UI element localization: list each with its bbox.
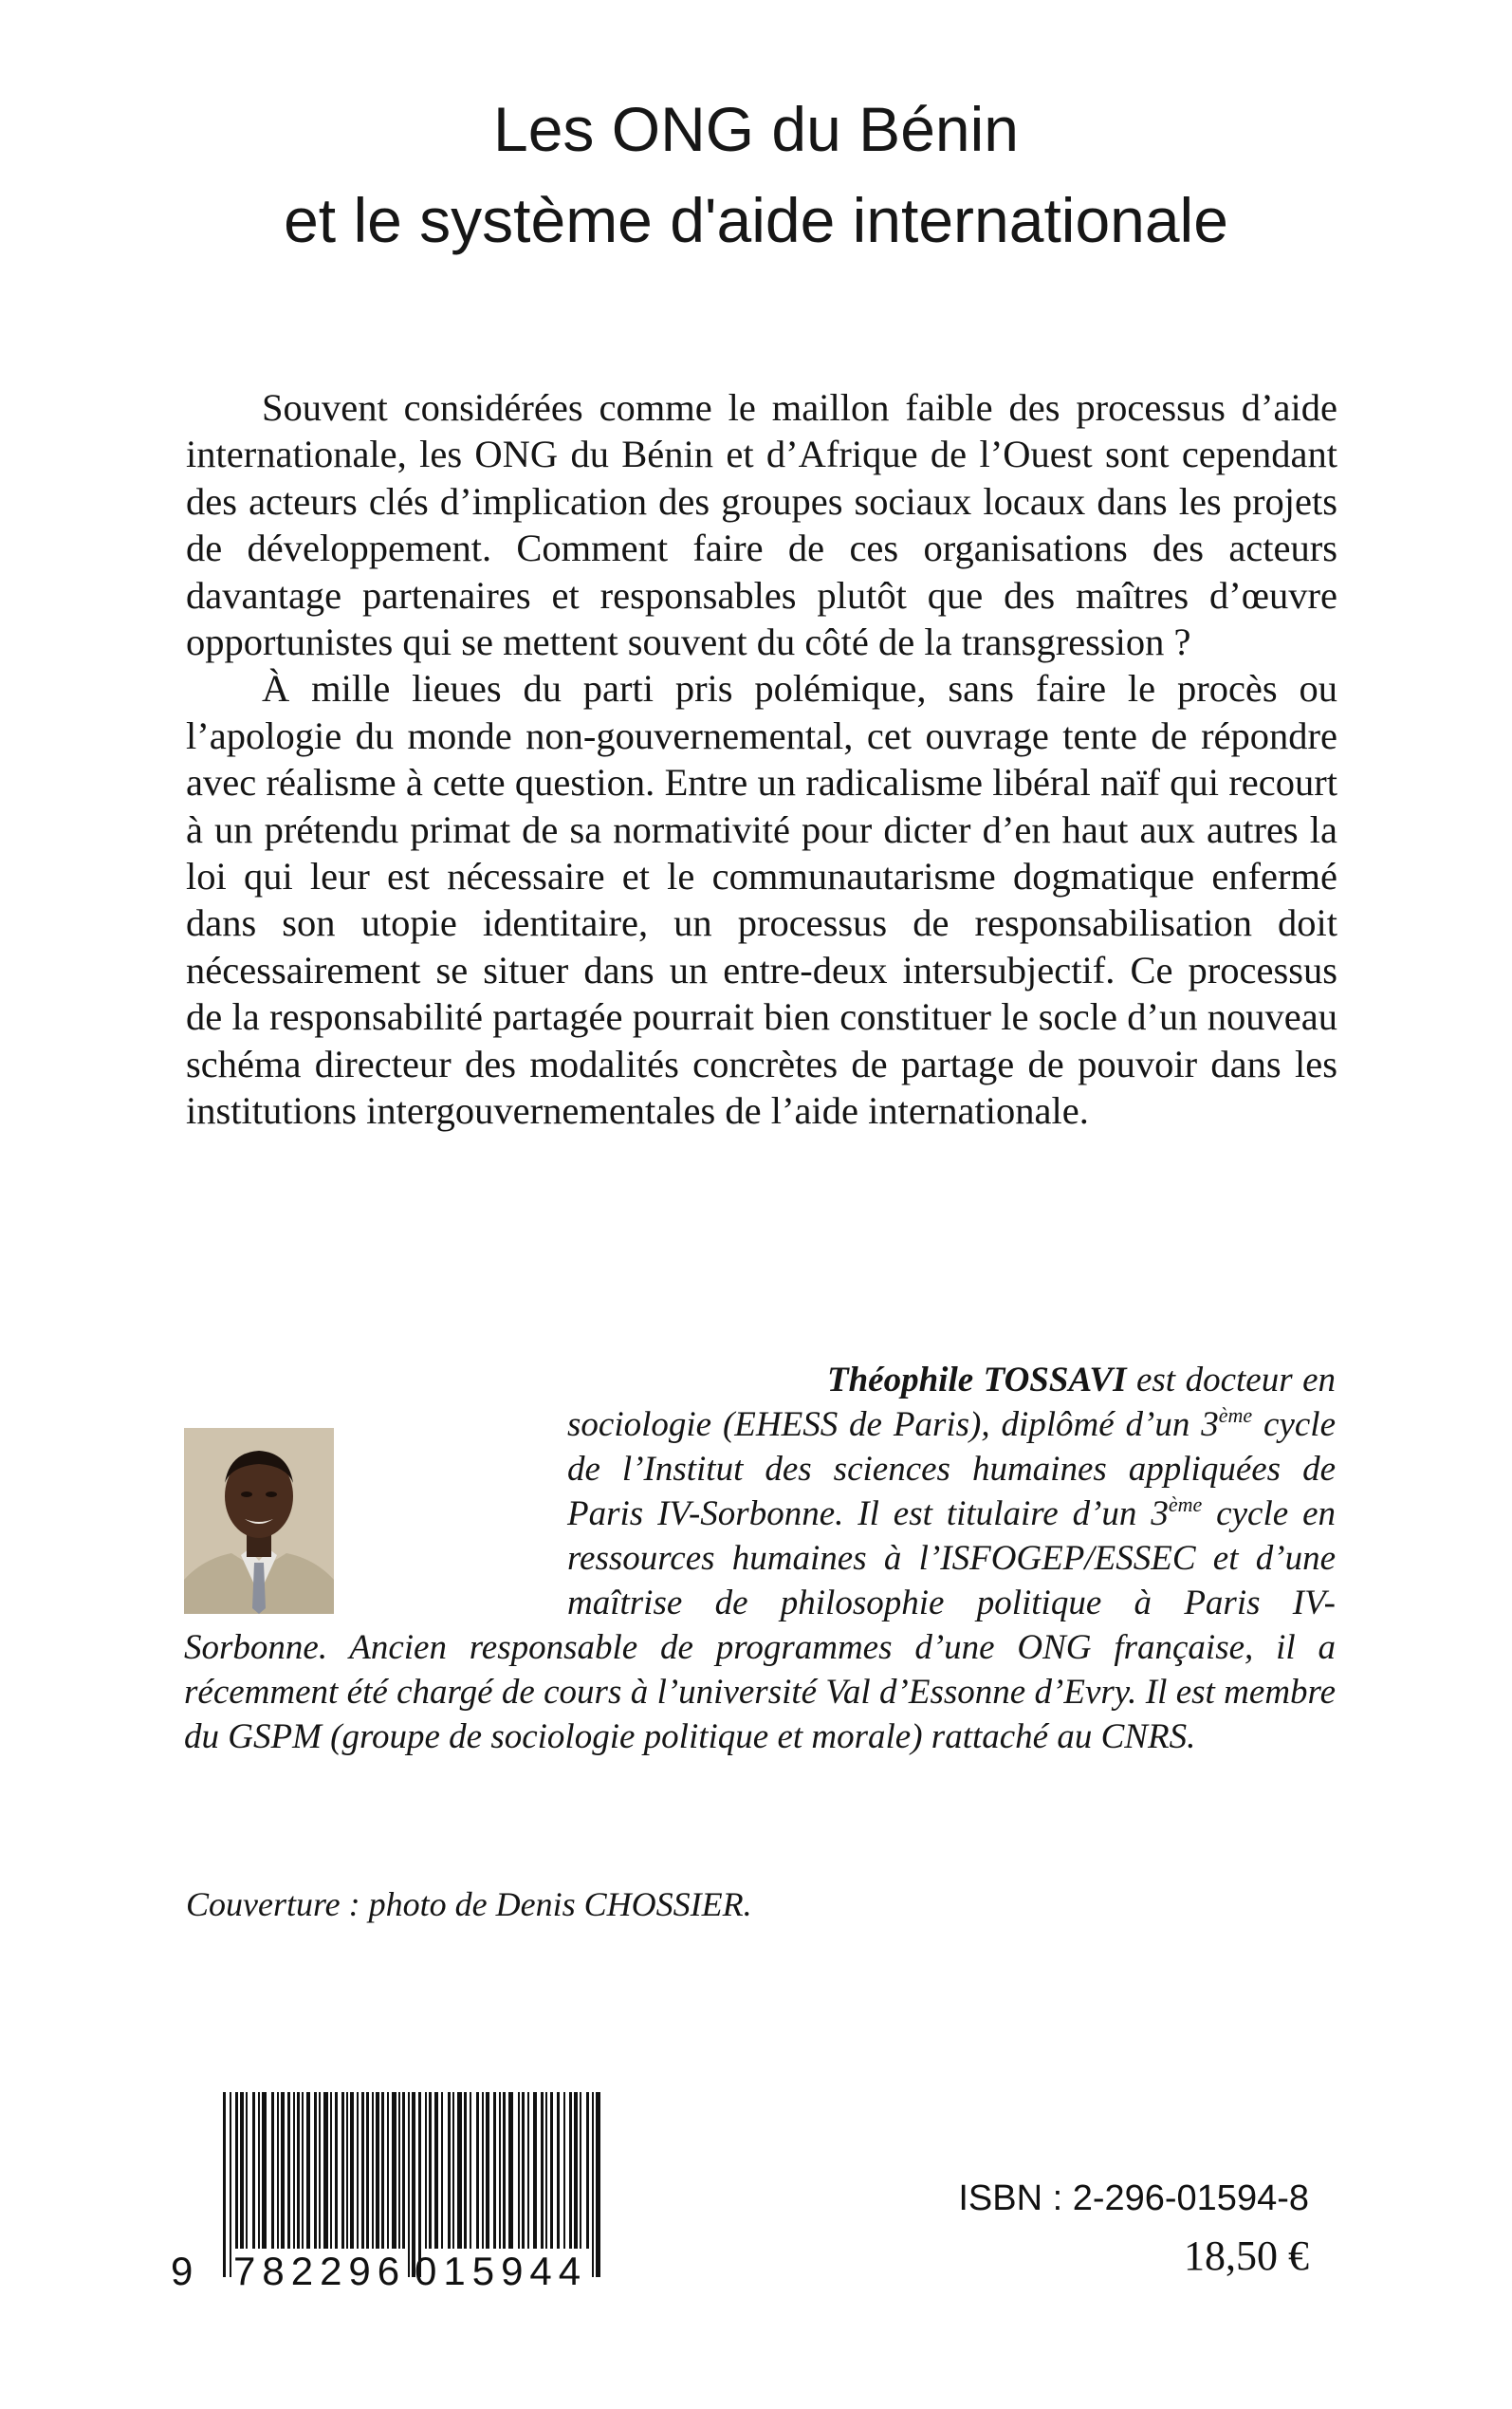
summary-paragraph-2: À mille lieues du parti pris polémique, sans faire le procès ou l’apologie du monde non-gouvernemental, cet ouvrage tente de répondre avec réalisme à cette question. Entre un radicalisme libéral naïf qui recourt à un prétendu primat de sa normativité pour dicter d’en haut aux autres la loi qui leur est nécessaire et le communautarisme dogmatique enfermé dans son utopie identitaire, un processus de responsabilisation doit nécessairement se situer dans un entre-deux intersubjectif. Ce processus de la responsabilité partagée pourrait bien constituer le socle d’un nouveau schéma directeur des modalités concrètes de partage de pouvoir dans les institutions intergouvernementales de l’aide internationale. xyxy=(186,667,1337,1133)
author-bio-part-3: cycle en ressources humaines à l’ISFOGEP/ESSEC et d’une maîtrise de philosophie politique à Paris IV-Sorbonne. Ancien responsable de programmes d’une ONG française, il a récemment été chargé de cours à l’université Val d’Essonne d’Evry. Il est membre du GSPM (groupe de sociologie politique et morale) rattaché au CNRS. xyxy=(184,1494,1336,1756)
author-biography xyxy=(184,1358,1336,1759)
author-bio-part-1: est docteur en sociologie (EHESS de Paris), diplômé d’un 3 xyxy=(567,1361,1337,1444)
barcode-bar xyxy=(557,2092,560,2249)
book-price: 18,50 € xyxy=(1184,2233,1309,2279)
barcode-bar xyxy=(350,2092,354,2249)
barcode-bar xyxy=(262,2092,267,2249)
summary-paragraph-1: Souvent considérées comme le maillon faible des processus d’aide internationale, les ONG du Bénin et d’Afrique de l’Ouest sont cependant des acteurs clés d’implication des groupes sociaux locaux dans les projets de développement. Comment faire de ces organisations des acteurs davantage partenaires et responsables plutôt que des maîtres d’œuvre opportunistes qui se mettent souvent du côté de la transgression ? xyxy=(186,386,1337,664)
barcode-bar xyxy=(277,2092,279,2249)
barcode-bar xyxy=(281,2092,285,2249)
barcode-bar xyxy=(457,2092,462,2249)
barcode-bar xyxy=(223,2092,226,2277)
barcode-bar xyxy=(287,2092,290,2249)
barcode-bar xyxy=(518,2092,520,2249)
barcode-bar xyxy=(476,2092,479,2249)
barcode-bar xyxy=(293,2092,295,2249)
barcode-bar xyxy=(429,2092,432,2249)
barcode-bar xyxy=(563,2092,565,2249)
barcode-digits-left: 782296 xyxy=(233,2249,407,2293)
barcode-bar xyxy=(493,2092,496,2249)
barcode-bar xyxy=(425,2092,427,2249)
isbn-number: ISBN : 2-296-01594-8 xyxy=(958,2178,1309,2218)
barcode-bar xyxy=(366,2092,369,2249)
barcode-bar xyxy=(341,2092,344,2249)
barcode-bar xyxy=(335,2092,338,2249)
barcode-bar xyxy=(357,2092,359,2249)
barcode-bar xyxy=(246,2092,248,2249)
barcode-bar xyxy=(434,2092,438,2249)
barcode-bar xyxy=(230,2092,231,2277)
barcode-bar xyxy=(314,2092,317,2249)
barcode-bar xyxy=(235,2092,238,2249)
barcode-bar xyxy=(372,2092,374,2249)
barcode-bar xyxy=(499,2092,501,2249)
barcode-bar xyxy=(508,2092,513,2249)
barcode-bar xyxy=(306,2092,310,2249)
barcode-bar xyxy=(240,2092,244,2249)
author-name: Théophile TOSSAVI xyxy=(827,1361,1127,1399)
barcode-bar xyxy=(346,2092,348,2249)
barcode-bar xyxy=(258,2092,260,2249)
title-line-2: et le système d'aide internationale xyxy=(284,185,1228,255)
author-bio-sup-1: ème xyxy=(1218,1403,1253,1427)
barcode-bar xyxy=(592,2092,594,2277)
barcode-bar xyxy=(402,2092,405,2249)
barcode-bar xyxy=(550,2092,553,2249)
barcode-bar xyxy=(574,2092,578,2249)
barcode-bar xyxy=(527,2092,529,2249)
barcode-bar xyxy=(302,2092,304,2249)
barcode-bar xyxy=(319,2092,321,2249)
barcode-bar xyxy=(330,2092,332,2249)
barcode-bar xyxy=(392,2092,396,2249)
barcode-bar xyxy=(580,2092,581,2249)
barcode-bar xyxy=(541,2092,544,2249)
book-title xyxy=(0,83,1512,266)
barcode-bar xyxy=(398,2092,400,2249)
barcode-bar xyxy=(482,2092,484,2249)
barcode-bar xyxy=(381,2092,384,2249)
barcode-digit-first: 9 xyxy=(171,2249,200,2293)
barcode-bar xyxy=(376,2092,379,2249)
barcode-bar xyxy=(545,2092,547,2249)
barcode-bar xyxy=(586,2092,589,2249)
barcode-bar xyxy=(361,2092,364,2249)
barcode-bar xyxy=(387,2092,389,2249)
author-bio-part-2: cycle de l’Institut des sciences humaines appliquées de Paris IV-Sorbonne. Il est titulaire d’un 3 xyxy=(567,1405,1336,1533)
barcode-bar xyxy=(503,2092,506,2249)
barcode-bar xyxy=(271,2092,274,2249)
barcode-bar xyxy=(452,2092,454,2249)
barcode-bar xyxy=(486,2092,489,2249)
barcode-bar xyxy=(596,2092,600,2277)
barcode-bar xyxy=(464,2092,467,2249)
book-summary xyxy=(186,384,1337,1135)
author-bio-paragraph xyxy=(184,1358,1336,1759)
title-line-1: Les ONG du Bénin xyxy=(493,94,1019,164)
barcode-bar xyxy=(522,2092,525,2249)
cover-photo-credit: Couverture : photo de Denis CHOSSIER. xyxy=(186,1885,752,1923)
barcode-bar xyxy=(323,2092,328,2249)
barcode-digits-right: 015944 xyxy=(415,2249,588,2293)
barcode-bar xyxy=(569,2092,572,2249)
barcode-bar xyxy=(297,2092,300,2249)
barcode-bar xyxy=(252,2092,255,2249)
author-bio-sup-2: ème xyxy=(1168,1492,1203,1516)
barcode-bar xyxy=(470,2092,471,2249)
barcode-bar xyxy=(448,2092,451,2249)
barcode-bar xyxy=(533,2092,537,2249)
barcode-bar xyxy=(441,2092,443,2249)
barcode-bar xyxy=(408,2092,410,2277)
